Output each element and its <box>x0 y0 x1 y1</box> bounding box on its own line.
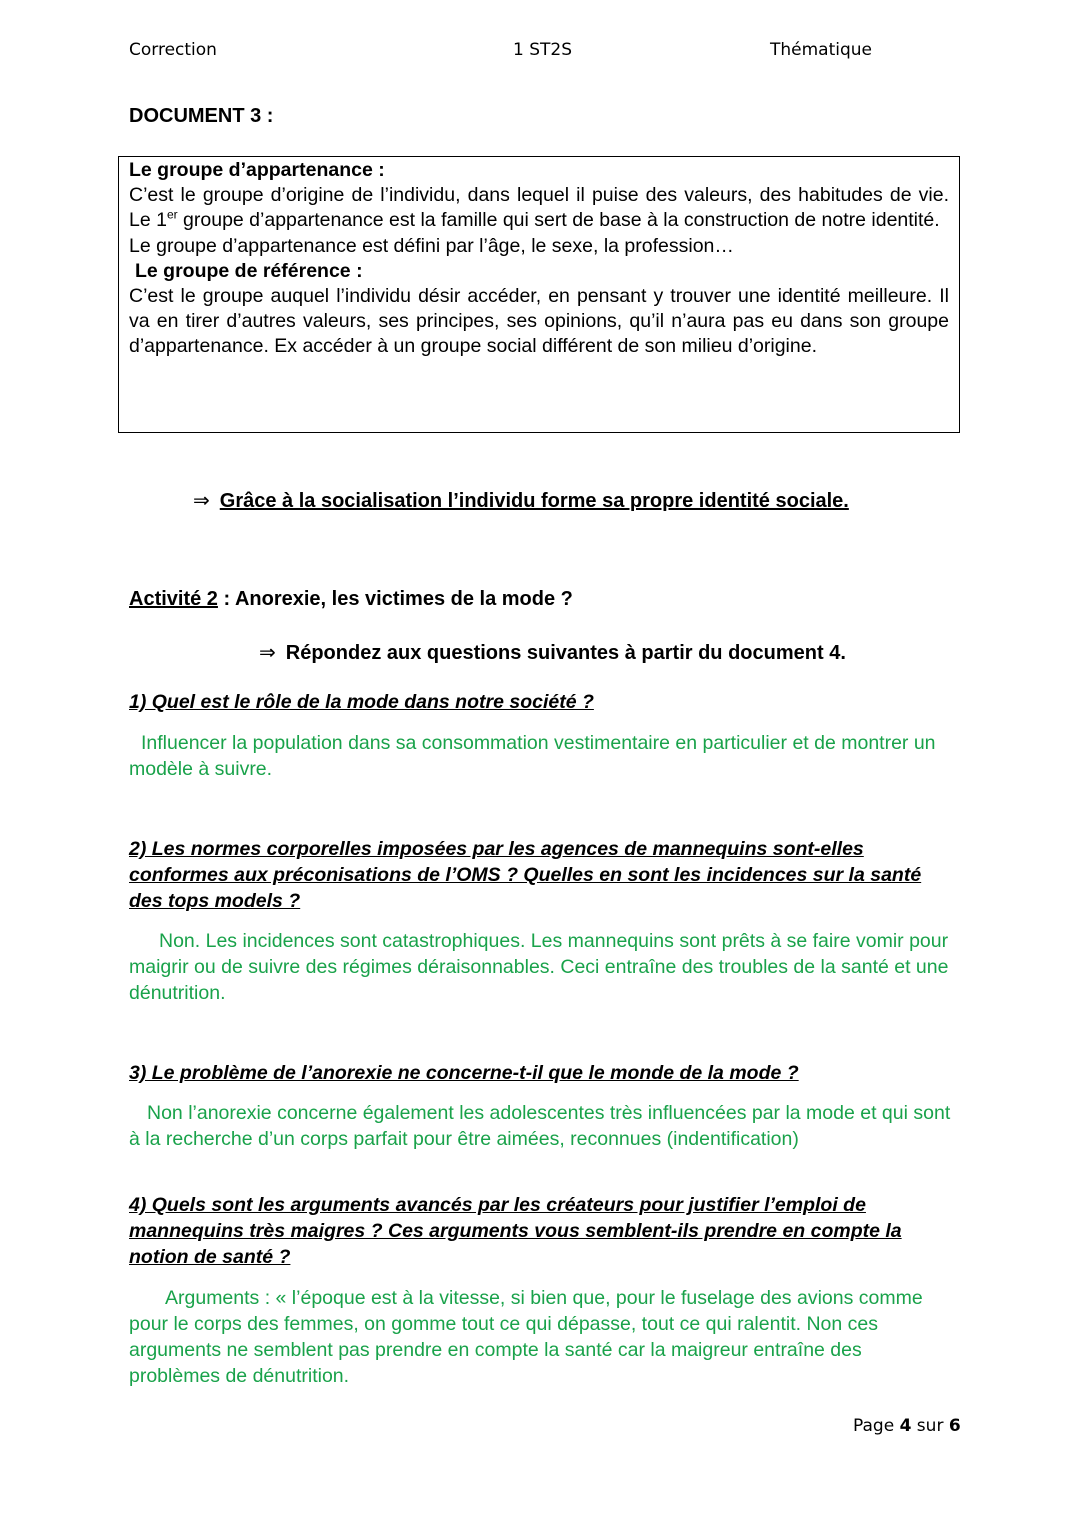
group1-text-b: groupe d’appartenance est la famille qui sert de base à la construction de notre identité. <box>177 209 940 232</box>
activity-title: : Anorexie, les victimes de la mode ? <box>217 588 573 610</box>
page-sep: sur <box>911 1416 949 1436</box>
answer-2: Non. Les incidences sont catastrophiques. Les mannequins sont prêts à se faire vomir pour maigrir ou de suivre des régimes déraisonnables. Ceci entraîne des troubles de la santé et une dénutrition. <box>129 930 949 1004</box>
definition-box <box>118 156 960 433</box>
group1-text <box>129 183 949 233</box>
page-current: 4 <box>899 1416 912 1436</box>
instruction-text: Répondez aux questions suivantes à partir du document 4. <box>285 642 846 664</box>
right-arrow-icon: ⇒ <box>259 642 276 664</box>
question-4: 4) Quels sont les arguments avancés par les créateurs pour justifier l’emploi de mannequins très maigres ? Ces arguments vous semblent-ils prendre en compte la notion de santé ? <box>129 1194 902 1268</box>
group2-text: C’est le groupe auquel l’individu désir accéder, en pensant y trouver une identité meilleure. Il va en tirer d’autres valeurs, ses principes, ses opinions, qu’il n’aura pas eu dans son groupe d’appartenance. Ex accéder à un groupe social différent de son milieu d’origine. <box>129 285 949 358</box>
document-title: DOCUMENT 3 : <box>129 105 274 127</box>
answer-1: Influencer la population dans sa consommation vestimentaire en particulier et de montrer un modèle à suivre. <box>129 732 936 780</box>
activity-label: Activité 2 <box>129 588 218 610</box>
group1-text2: Le groupe d’appartenance est défini par l’âge, le sexe, la profession… <box>129 234 734 257</box>
answer-3: Non l’anorexie concerne également les adolescentes très influencées par la mode et qui sont à la recherche d’un corps parfait pour être aimées, reconnues (indentification) <box>129 1102 951 1150</box>
group1-title: Le groupe d’appartenance : <box>129 159 385 181</box>
page-total: 6 <box>948 1416 961 1436</box>
activity-heading <box>129 588 573 611</box>
conclusion-text: Grâce à la socialisation l’individu forme sa propre identité sociale. <box>219 490 849 512</box>
page-label: Page <box>853 1416 900 1436</box>
conclusion-line <box>193 488 849 513</box>
question-3: 3) Le problème de l’anorexie ne concerne-t-il que le monde de la mode ? <box>129 1062 799 1084</box>
group1-text-a: C’est le groupe d’origine de l’individu, dans lequel il puise des valeurs, des habitudes de vie. Le 1 <box>129 184 949 232</box>
question-2: 2) Les normes corporelles imposées par les agences de mannequins sont-elles conformes aux préconisations de l’OMS ? Quelles en sont les incidences sur la santé des tops models ? <box>129 838 922 912</box>
right-arrow-icon: ⇒ <box>193 490 210 512</box>
header-center: 1 ST2S <box>513 40 573 60</box>
group1-text-sup: er <box>166 207 178 222</box>
header-right: Thématique <box>770 40 873 60</box>
page-number <box>853 1416 961 1436</box>
question-1: 1) Quel est le rôle de la mode dans notre société ? <box>129 691 594 713</box>
instruction-line <box>259 640 846 665</box>
header-left: Correction <box>129 40 217 60</box>
answer-4: Arguments : « l’époque est à la vitesse, si bien que, pour le fuselage des avions comme pour le corps des femmes, on gomme tout ce qui dépasse, tout ce qui ralentit. Non ces arguments ne semblent pas prendre en compte la santé car la maigreur entraîne des problèmes de dénutrition. <box>129 1287 923 1387</box>
group2-title: Le groupe de référence : <box>135 259 363 282</box>
